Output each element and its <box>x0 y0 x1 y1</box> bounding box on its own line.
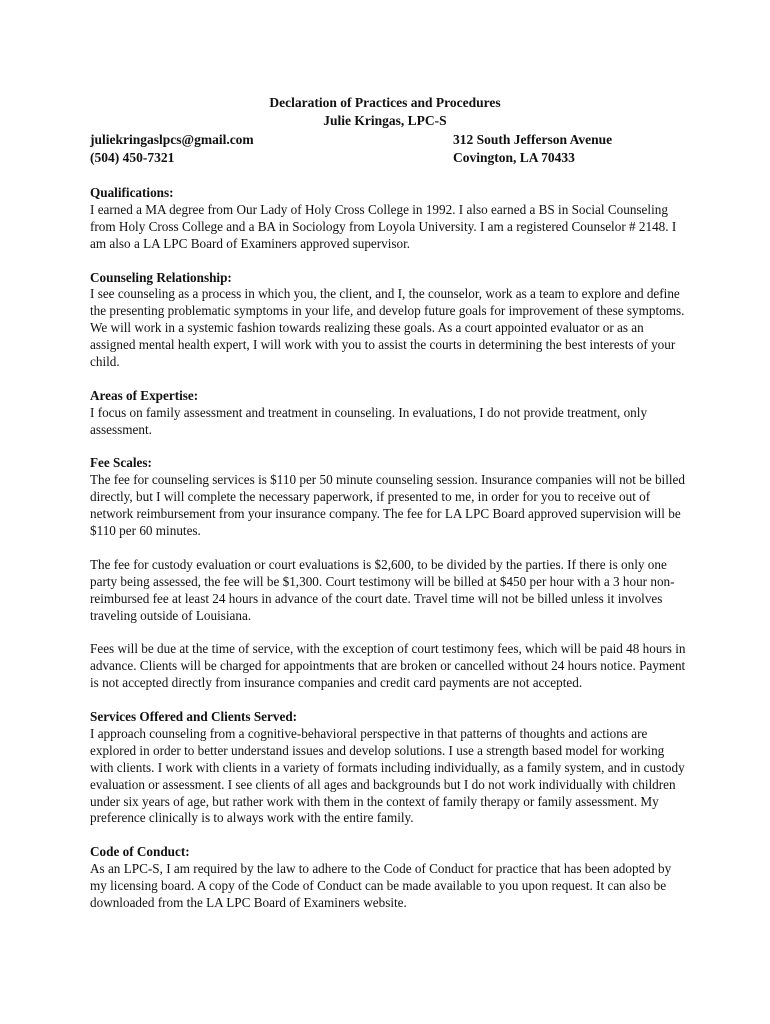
section-text: I approach counseling from a cognitive-behavioral perspective in that patterns of thoughts and actions are explored in order to better understand issues and develop solutions. I use a strength based model for working with clients. I work with clients in a variety of formats including individually, as a family system, and in custody evaluation or assessment. I see clients of all ages and backgrounds but I do not work individually with children under six years of age, but rather work with them in the context of family therapy or family assessment. My preference clinically is to always work with the entire family. <box>90 725 685 826</box>
phone-number: (504) 450-7321 <box>90 150 175 165</box>
city-state-zip: Covington, LA 70433 <box>453 150 575 165</box>
section-services-offered <box>90 709 690 827</box>
section-heading: Qualifications: <box>90 185 174 200</box>
email-address: juliekringaslpcs@gmail.com <box>90 132 254 147</box>
section-text: I earned a MA degree from Our Lady of Holy Cross College in 1992. I also earned a BS in Social Counseling from Holy Cross College and a BA in Sociology from Loyola University. I am a registered Counselor # 2148. I am also a LA LPC Board of Examiners approved supervisor. <box>90 201 677 251</box>
section-heading: Counseling Relationship: <box>90 269 232 285</box>
section-fee-scales <box>90 455 690 692</box>
section-text: I see counseling as a process in which you, the client, and I, the counselor, work as a team to explore and define the presenting problematic symptoms in your life, and develop future goals for improvement of these symptoms. We will work in a systemic fashion towards realizing these goals. As a court appointed evaluator or as an assigned mental health expert, I will work with you to assist the courts in determining the best interests of your child. <box>90 286 685 370</box>
section-heading: Areas of Expertise: <box>90 387 199 403</box>
section-qualifications <box>90 185 690 253</box>
section-code-of-conduct <box>90 844 690 912</box>
section-heading: Code of Conduct: <box>90 844 190 860</box>
section-areas-of-expertise <box>90 388 690 439</box>
section-counseling-relationship <box>90 270 690 371</box>
fee-paragraph-counseling: The fee for counseling services is $110 per 50 minute counseling session. Insurance companies will not be billed directly, but I will complete the necessary paperwork, if presented to me, in order for you to receive out of network reimbursement from your insurance company. The fee for LA LPC Board approved supervision will be $110 per 60 minutes. <box>90 472 685 539</box>
author-name: Julie Kringas, LPC-S <box>323 113 447 128</box>
section-text: As an LPC-S, I am required by the law to adhere to the Code of Conduct for practice that has been adopted by my licensing board. A copy of the Code of Conduct can be made available to you upon request. It can also be downloaded from the LA LPC Board of Examiners website. <box>90 861 672 910</box>
section-heading: Fee Scales: <box>90 455 152 471</box>
document-title: Declaration of Practices and Procedures <box>269 95 501 110</box>
fee-paragraph-evaluation: The fee for custody evaluation or court evaluations is $2,600, to be divided by the parties. If there is only one party being assessed, the fee will be $1,300. Court testimony will be billed at $450 per hour with a 3 hour non-reimbursed fee at least 24 hours in advance of the court date. Travel time will not be billed unless it involves traveling outside of Louisiana. <box>90 556 675 623</box>
section-heading: Services Offered and Clients Served: <box>90 709 298 724</box>
fee-paragraph-payment: Fees will be due at the time of service, with the exception of court testimony fees, which will be paid 48 hours in advance. Clients will be charged for appointments that are broken or cancelled without 24 hours notice. Payment is not accepted directly from insurance companies and credit card payments are not accepted. <box>90 641 686 691</box>
section-text: I focus on family assessment and treatment in counseling. In evaluations, I do not provide treatment, only assessment. <box>90 404 648 437</box>
document-body <box>90 185 690 929</box>
street-address: 312 South Jefferson Avenue <box>453 132 613 147</box>
